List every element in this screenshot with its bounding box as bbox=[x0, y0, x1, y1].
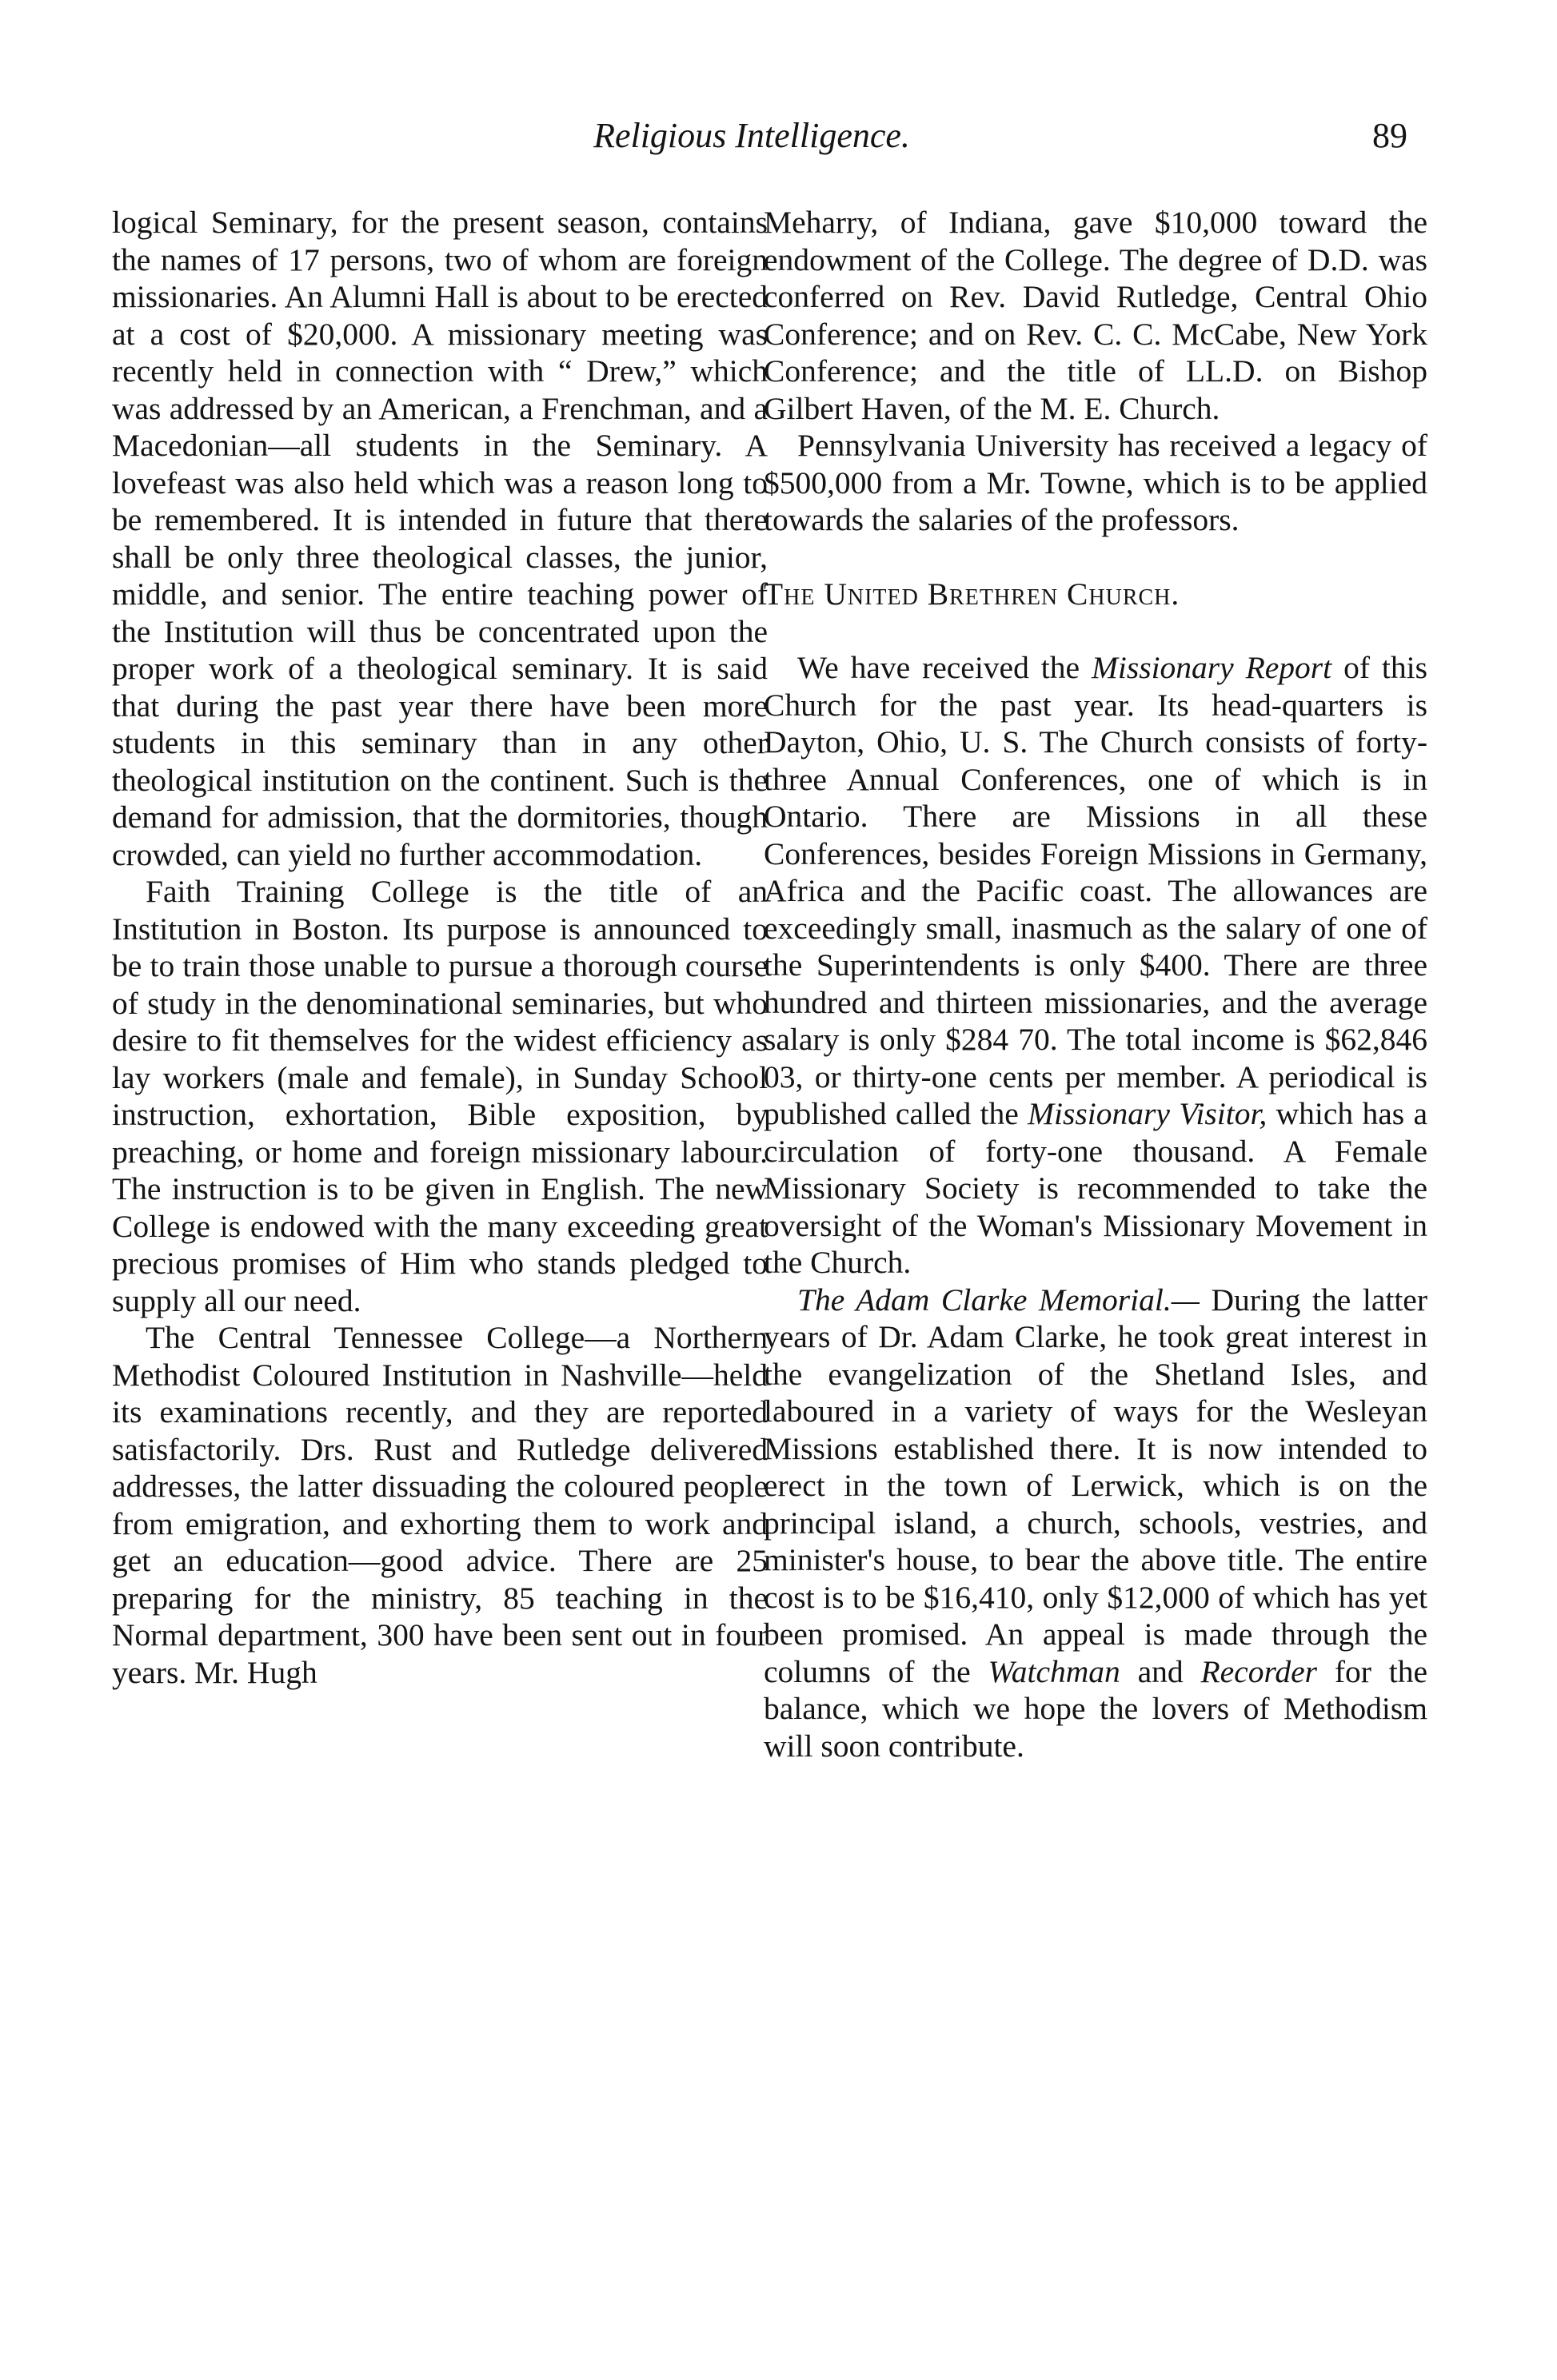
italic-title: Missionary Report bbox=[1091, 650, 1332, 685]
page-number: 89 bbox=[1372, 116, 1407, 155]
pennsylvania-university-paragraph: Pennsylvania University has received a legacy of $500,000 from a Mr. Towne, which is to be applied towards the salaries of the professors. bbox=[764, 428, 1427, 537]
missionary-report-paragraph bbox=[764, 649, 1427, 1282]
text-run: We have received the bbox=[797, 650, 1092, 685]
italic-title: Recorder bbox=[1200, 1653, 1318, 1689]
italic-title: Missionary Visitor, bbox=[1028, 1096, 1268, 1131]
adam-clarke-memorial-paragraph bbox=[764, 1282, 1427, 1765]
running-title: Religious Intelligence. bbox=[593, 116, 910, 155]
text-run: During the latter years of Dr. Adam Clarke, he took great interest in the evangelization of the Shetland Isles, and laboured in a variety of ways for the Wesleyan Missions established there. It is now intended to erect in the town of Lerwick, which is on the principal island, a church, schools, vestries, and minister's house, to bear the above title. The entire cost is to be $16,410, only $12,000 of which has yet been promised. An appeal is made through the columns of the bbox=[764, 1282, 1427, 1689]
italic-run-in-heading: The Adam Clarke Memorial.— bbox=[797, 1282, 1200, 1318]
section-heading-united-brethren: The United Brethren Church. bbox=[764, 576, 1180, 612]
meharry-paragraph: Meharry, of Indiana, gave $10,000 toward the endowment of the College. The degree of D.D. was conferred on Rev. David Rutledge, Central Ohio Conference; and on Rev. C. C. McCabe, New York Conference; and the title of LL.D. on Bishop Gilbert Haven, of the M. E. Church. bbox=[764, 205, 1427, 426]
text-run: and bbox=[1120, 1653, 1201, 1689]
page-header bbox=[112, 112, 1407, 168]
text-run: which has a circulation of forty-one thousand. A Female Missionary Society is recommended to take the oversight of the Woman's Missionary Movement in the Church. bbox=[764, 1096, 1427, 1280]
central-tennessee-college-paragraph: The Central Tennessee College—a Northern Methodist Coloured Institution in Nashville—held its examinations recently, and they are reported satisfactorily. Drs. Rust and Rutledge delivered addresses, the latter dissuading the coloured people from emigration, and exhorting them to work and get an education—good advice. There are 25 preparing for the ministry, 85 teaching in the Normal department, 300 have been sent out in four years. Mr. Hugh bbox=[112, 1320, 768, 1690]
right-column bbox=[764, 204, 1427, 1764]
text-run: for the balance, which we hope the lovers of Methodism will soon contribute. bbox=[764, 1653, 1427, 1764]
italic-title: Watchman bbox=[988, 1653, 1120, 1689]
seminary-paragraph: logical Seminary, for the present season, contains the names of 17 persons, two of whom are foreign missionaries. An Alumni Hall is about to be erected at a cost of $20,000. A missionary meeting was recently held in connection with “ Drew,” which was addressed by an American, a Frenchman, and a Macedonian—all students in the Seminary. A lovefeast was also held which was a reason long to be remembered. It is intended in future that there shall be only three theological classes, the junior, middle, and senior. The entire teaching power of the Institution will thus be concentrated upon the proper work of a theological seminary. It is said that during the past year there have been more students in this seminary than in any other theological institution on the continent. Such is the demand for admission, that the dormitories, though crowded, can yield no further accommodation. bbox=[112, 205, 768, 872]
left-column bbox=[112, 204, 768, 1691]
text-run: of this Church for the past year. Its head-quarters is Dayton, Ohio, U. S. The Church consists of forty-three Annual Conferences, one of which is in Ontario. There are Missions in all these Conferences, besides Foreign Missions in Germany, Africa and the Pacific coast. The allowances are exceedingly small, inasmuch as the salary of one of the Superintendents is only $400. There are three hundred and thirteen missionaries, and the average salary is only $284 70. The total income is $62,846 03, or thirty-one cents per member. A periodical is published called the bbox=[764, 650, 1427, 1131]
faith-training-college-paragraph: Faith Training College is the title of an Institution in Boston. Its purpose is announced to be to train those unable to pursue a thorough course of study in the denominational seminaries, but who desire to fit themselves for the widest efficiency as lay workers (male and female), in Sunday School instruction, exhortation, Bible exposition, by preaching, or home and foreign missionary labour. The instruction is to be given in English. The new College is endowed with the many exceeding great precious promises of Him who stands pledged to supply all our need. bbox=[112, 874, 768, 1318]
